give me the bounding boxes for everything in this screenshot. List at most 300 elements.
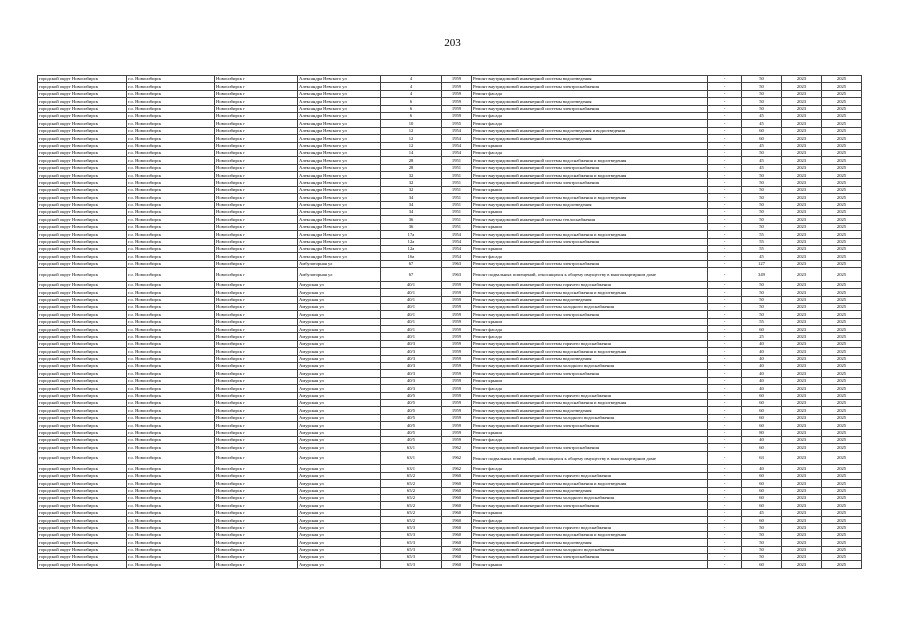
cell-locality: Новосибирск г	[215, 326, 298, 333]
cell-street: Амурская ул	[298, 385, 381, 392]
cell-street: Александра Невского ул	[298, 142, 381, 149]
cell-work: Ремонт внутридомовой инженерной системы водоснабжения и водоотведения	[472, 194, 708, 201]
cell-year_to: 2025	[822, 201, 862, 208]
cell-municipality: городской округ Новосибирск	[38, 392, 127, 399]
cell-city: г.о. Новосибирск	[127, 194, 215, 201]
cell-area: -	[708, 524, 742, 531]
table-row	[38, 539, 862, 546]
cell-municipality: городской округ Новосибирск	[38, 429, 127, 436]
cell-city: г.о. Новосибирск	[127, 355, 215, 362]
cell-locality: Новосибирск г	[215, 289, 298, 296]
cell-municipality: городской округ Новосибирск	[38, 355, 127, 362]
cell-year_to: 2025	[822, 253, 862, 260]
cell-volume: 60	[742, 392, 782, 399]
cell-city: г.о. Новосибирск	[127, 216, 215, 223]
cell-municipality: городской округ Новосибирск	[38, 340, 127, 347]
cell-city: г.о. Новосибирск	[127, 135, 215, 142]
table-row	[38, 494, 862, 501]
cell-city: г.о. Новосибирск	[127, 480, 215, 487]
table-row	[38, 238, 862, 245]
cell-street: Александра Невского ул	[298, 76, 381, 83]
cell-year_from: 2023	[782, 179, 822, 186]
table-row	[38, 414, 862, 421]
cell-work: Ремонт внутридомовой инженерной системы горячего водоснабжения	[472, 281, 708, 288]
cell-volume: 60	[742, 472, 782, 479]
cell-year: 1951	[442, 216, 472, 223]
cell-work: Ремонт внутридомовой инженерной системы электроснабжения	[472, 105, 708, 112]
cell-municipality: городской округ Новосибирск	[38, 238, 127, 245]
cell-municipality: городской округ Новосибирск	[38, 385, 127, 392]
table-row	[38, 164, 862, 171]
table-row	[38, 172, 862, 179]
cell-area: -	[708, 333, 742, 340]
cell-volume: 55	[742, 318, 782, 325]
cell-municipality: городской округ Новосибирск	[38, 105, 127, 112]
cell-volume: 40	[742, 370, 782, 377]
cell-municipality: городской округ Новосибирск	[38, 370, 127, 377]
cell-year: 1960	[442, 509, 472, 516]
cell-work: Ремонт внутридомовой инженерной системы водоотведения	[472, 407, 708, 414]
cell-locality: Новосибирск г	[215, 296, 298, 303]
cell-city: г.о. Новосибирск	[127, 539, 215, 546]
cell-street: Александра Невского ул	[298, 253, 381, 260]
cell-municipality: городской округ Новосибирск	[38, 245, 127, 252]
table-row	[38, 429, 862, 436]
cell-city: г.о. Новосибирск	[127, 201, 215, 208]
cell-street: Амурская ул	[298, 451, 381, 465]
cell-year_to: 2025	[822, 238, 862, 245]
cell-city: г.о. Новосибирск	[127, 531, 215, 538]
cell-municipality: городской округ Новосибирск	[38, 142, 127, 149]
cell-locality: Новосибирск г	[215, 245, 298, 252]
cell-house: 65/2	[381, 472, 442, 479]
cell-street: Амурская ул	[298, 296, 381, 303]
table-row	[38, 487, 862, 494]
cell-area: -	[708, 318, 742, 325]
cell-area: -	[708, 311, 742, 318]
cell-municipality: городской округ Новосибирск	[38, 172, 127, 179]
cell-area: -	[708, 127, 742, 134]
cell-volume: 50	[742, 179, 782, 186]
cell-municipality: городской округ Новосибирск	[38, 201, 127, 208]
cell-year: 1959	[442, 289, 472, 296]
cell-volume: 50	[742, 311, 782, 318]
cell-municipality: городской округ Новосибирск	[38, 407, 127, 414]
table-row	[38, 340, 862, 347]
cell-city: г.о. Новосибирск	[127, 164, 215, 171]
cell-street: Александра Невского ул	[298, 105, 381, 112]
cell-locality: Новосибирск г	[215, 231, 298, 238]
table-row	[38, 260, 862, 267]
cell-street: Александра Невского ул	[298, 90, 381, 97]
cell-volume: 50	[742, 223, 782, 230]
cell-municipality: городской округ Новосибирск	[38, 231, 127, 238]
table-row	[38, 436, 862, 443]
cell-year: 1963	[442, 268, 472, 282]
cell-year_to: 2025	[822, 127, 862, 134]
cell-year_from: 2023	[782, 326, 822, 333]
cell-volume: 60	[742, 407, 782, 414]
cell-house: 32	[381, 186, 442, 193]
cell-house: 40/3	[381, 355, 442, 362]
cell-area: -	[708, 326, 742, 333]
table-row	[38, 142, 862, 149]
cell-work: Ремонт внутридомовой инженерной системы водоснабжения и водоотведения	[472, 480, 708, 487]
cell-street: Амурская ул	[298, 509, 381, 516]
cell-year_to: 2025	[822, 502, 862, 509]
cell-area: -	[708, 281, 742, 288]
cell-house: 4	[381, 90, 442, 97]
cell-locality: Новосибирск г	[215, 238, 298, 245]
cell-year: 1951	[442, 186, 472, 193]
cell-year: 1954	[442, 231, 472, 238]
cell-year_from: 2023	[782, 149, 822, 156]
cell-locality: Новосибирск г	[215, 194, 298, 201]
cell-city: г.о. Новосибирск	[127, 465, 215, 472]
cell-volume: 50	[742, 105, 782, 112]
cell-year_from: 2023	[782, 268, 822, 282]
cell-year_from: 2023	[782, 377, 822, 384]
cell-city: г.о. Новосибирск	[127, 561, 215, 568]
cell-locality: Новосибирск г	[215, 465, 298, 472]
cell-locality: Новосибирск г	[215, 355, 298, 362]
cell-year: 1959	[442, 318, 472, 325]
cell-volume: 60	[742, 444, 782, 451]
cell-volume: 40	[742, 377, 782, 384]
cell-house: 63/1	[381, 451, 442, 465]
cell-municipality: городской округ Новосибирск	[38, 98, 127, 105]
cell-municipality: городской округ Новосибирск	[38, 90, 127, 97]
cell-year_from: 2023	[782, 546, 822, 553]
cell-street: Амурская ул	[298, 363, 381, 370]
cell-year: 1959	[442, 340, 472, 347]
cell-street: Амурская ул	[298, 436, 381, 443]
cell-house: 40/1	[381, 318, 442, 325]
cell-house: 34	[381, 201, 442, 208]
cell-volume: 60	[742, 422, 782, 429]
cell-house: 40/1	[381, 289, 442, 296]
cell-year: 1959	[442, 363, 472, 370]
cell-house: 65/3	[381, 546, 442, 553]
table-row	[38, 179, 862, 186]
cell-year: 1959	[442, 281, 472, 288]
cell-work: Ремонт внутридомовой инженерной системы электроснабжения	[472, 444, 708, 451]
cell-city: г.о. Новосибирск	[127, 179, 215, 186]
cell-work: Ремонт фасада	[472, 436, 708, 443]
cell-volume: 45	[742, 509, 782, 516]
cell-year_from: 2023	[782, 90, 822, 97]
cell-municipality: городской округ Новосибирск	[38, 531, 127, 538]
cell-year: 1959	[442, 429, 472, 436]
cell-year_from: 2023	[782, 348, 822, 355]
cell-area: -	[708, 83, 742, 90]
cell-area: -	[708, 561, 742, 568]
cell-street: Амурская ул	[298, 517, 381, 524]
cell-work: Ремонт фасада	[472, 149, 708, 156]
cell-year: 1951	[442, 179, 472, 186]
cell-municipality: городской округ Новосибирск	[38, 400, 127, 407]
cell-house: 6	[381, 112, 442, 119]
cell-area: -	[708, 76, 742, 83]
cell-locality: Новосибирск г	[215, 127, 298, 134]
cell-house: 40/5	[381, 407, 442, 414]
cell-year: 1959	[442, 392, 472, 399]
cell-street: Александра Невского ул	[298, 127, 381, 134]
cell-volume: 60	[742, 561, 782, 568]
cell-year: 1960	[442, 494, 472, 501]
cell-year_to: 2025	[822, 296, 862, 303]
cell-year_to: 2025	[822, 429, 862, 436]
cell-street: Амурская ул	[298, 340, 381, 347]
cell-work: Ремонт внутридомовой инженерной системы холодного водоснабжения	[472, 303, 708, 310]
cell-volume: 50	[742, 524, 782, 531]
table-body	[38, 76, 862, 569]
cell-year_from: 2023	[782, 502, 822, 509]
table-row	[38, 392, 862, 399]
cell-year: 1954	[442, 238, 472, 245]
cell-locality: Новосибирск г	[215, 502, 298, 509]
cell-volume: 40	[742, 436, 782, 443]
cell-locality: Новосибирск г	[215, 260, 298, 267]
cell-year_from: 2023	[782, 414, 822, 421]
cell-year_to: 2025	[822, 281, 862, 288]
cell-volume: 50	[742, 186, 782, 193]
cell-work: Ремонт крыши	[472, 429, 708, 436]
cell-city: г.о. Новосибирск	[127, 472, 215, 479]
cell-year: 1959	[442, 90, 472, 97]
cell-year_from: 2023	[782, 444, 822, 451]
cell-year: 1960	[442, 554, 472, 561]
cell-locality: Новосибирск г	[215, 546, 298, 553]
cell-locality: Новосибирск г	[215, 539, 298, 546]
cell-volume: 50	[742, 531, 782, 538]
cell-locality: Новосибирск г	[215, 524, 298, 531]
cell-work: Ремонт внутридомовой инженерной системы водоснабжения и водоотведения	[472, 172, 708, 179]
cell-street: Амурская ул	[298, 465, 381, 472]
cell-area: -	[708, 436, 742, 443]
cell-year: 1960	[442, 517, 472, 524]
table-row	[38, 400, 862, 407]
cell-city: г.о. Новосибирск	[127, 172, 215, 179]
table-row	[38, 363, 862, 370]
cell-area: -	[708, 245, 742, 252]
cell-street: Александра Невского ул	[298, 186, 381, 193]
cell-area: -	[708, 340, 742, 347]
cell-year_to: 2025	[822, 223, 862, 230]
table-row	[38, 509, 862, 516]
cell-year_to: 2025	[822, 289, 862, 296]
table-row	[38, 531, 862, 538]
cell-municipality: городской округ Новосибирск	[38, 83, 127, 90]
cell-year_from: 2023	[782, 231, 822, 238]
cell-work: Ремонт внутридомовой инженерной системы водоотведения	[472, 296, 708, 303]
cell-year: 1955	[442, 120, 472, 127]
cell-area: -	[708, 296, 742, 303]
cell-year_to: 2025	[822, 494, 862, 501]
cell-volume: 45	[742, 253, 782, 260]
cell-year_from: 2023	[782, 83, 822, 90]
cell-city: г.о. Новосибирск	[127, 333, 215, 340]
cell-volume: 60	[742, 480, 782, 487]
cell-year_to: 2025	[822, 487, 862, 494]
table-row	[38, 127, 862, 134]
cell-city: г.о. Новосибирск	[127, 289, 215, 296]
cell-city: г.о. Новосибирск	[127, 429, 215, 436]
cell-year_to: 2025	[822, 400, 862, 407]
cell-work: Ремонт внутридомовой инженерной системы водоснабжения и водоотведения	[472, 348, 708, 355]
cell-volume: 40	[742, 385, 782, 392]
cell-city: г.о. Новосибирск	[127, 281, 215, 288]
cell-city: г.о. Новосибирск	[127, 524, 215, 531]
cell-year: 1959	[442, 414, 472, 421]
cell-locality: Новосибирск г	[215, 333, 298, 340]
cell-street: Амурская ул	[298, 539, 381, 546]
cell-area: -	[708, 90, 742, 97]
table-row	[38, 480, 862, 487]
cell-volume: 50	[742, 554, 782, 561]
cell-city: г.о. Новосибирск	[127, 407, 215, 414]
cell-house: 40/3	[381, 348, 442, 355]
cell-year_from: 2023	[782, 142, 822, 149]
cell-locality: Новосибирск г	[215, 268, 298, 282]
cell-locality: Новосибирск г	[215, 348, 298, 355]
cell-street: Александра Невского ул	[298, 149, 381, 156]
cell-municipality: городской округ Новосибирск	[38, 377, 127, 384]
cell-year: 1959	[442, 112, 472, 119]
cell-area: -	[708, 268, 742, 282]
cell-year: 1954	[442, 253, 472, 260]
cell-work: Ремонт крыши	[472, 561, 708, 568]
table-row	[38, 377, 862, 384]
cell-city: г.о. Новосибирск	[127, 348, 215, 355]
cell-area: -	[708, 472, 742, 479]
cell-locality: Новосибирск г	[215, 414, 298, 421]
cell-municipality: городской округ Новосибирск	[38, 303, 127, 310]
cell-area: -	[708, 487, 742, 494]
cell-area: -	[708, 194, 742, 201]
cell-work: Ремонт внутридомовой инженерной системы горячего водоснабжения	[472, 524, 708, 531]
table-row	[38, 253, 862, 260]
cell-volume: 55	[742, 245, 782, 252]
cell-city: г.о. Новосибирск	[127, 546, 215, 553]
cell-work: Ремонт внутридомовой инженерной системы электроснабжения	[472, 238, 708, 245]
cell-area: -	[708, 216, 742, 223]
cell-locality: Новосибирск г	[215, 363, 298, 370]
cell-area: -	[708, 502, 742, 509]
cell-work: Ремонт фасада	[472, 385, 708, 392]
cell-city: г.о. Новосибирск	[127, 363, 215, 370]
cell-work: Ремонт фасада	[472, 333, 708, 340]
cell-year_from: 2023	[782, 105, 822, 112]
cell-street: Амурская ул	[298, 311, 381, 318]
cell-year_from: 2023	[782, 172, 822, 179]
cell-street: Амурская ул	[298, 502, 381, 509]
cell-house: 65/3	[381, 524, 442, 531]
cell-work: Ремонт внутридомовой инженерной системы водоотведения	[472, 201, 708, 208]
cell-work: Ремонт фасада	[472, 517, 708, 524]
cell-municipality: городской округ Новосибирск	[38, 194, 127, 201]
cell-work: Ремонт внутридомовой инженерной системы водоотведения	[472, 98, 708, 105]
cell-city: г.о. Новосибирск	[127, 120, 215, 127]
cell-volume: 45	[742, 120, 782, 127]
cell-year_from: 2023	[782, 392, 822, 399]
cell-work: Ремонт подвальных помещений, относящихся к общему имуществу в многоквартирном доме	[472, 451, 708, 465]
cell-volume: 40	[742, 348, 782, 355]
cell-year_from: 2023	[782, 289, 822, 296]
cell-year_from: 2023	[782, 76, 822, 83]
cell-volume: 60	[742, 487, 782, 494]
cell-city: г.о. Новосибирск	[127, 260, 215, 267]
cell-year: 1959	[442, 377, 472, 384]
table-row	[38, 90, 862, 97]
cell-street: Александра Невского ул	[298, 98, 381, 105]
cell-year_to: 2025	[822, 318, 862, 325]
cell-area: -	[708, 253, 742, 260]
cell-year_to: 2025	[822, 472, 862, 479]
cell-street: Амбулаторная ул	[298, 260, 381, 267]
cell-year: 1960	[442, 480, 472, 487]
cell-work: Ремонт внутридомовой инженерной системы электроснабжения	[472, 422, 708, 429]
cell-year_to: 2025	[822, 245, 862, 252]
cell-work: Ремонт внутридомовой инженерной системы электроснабжения	[472, 83, 708, 90]
cell-street: Амурская ул	[298, 422, 381, 429]
cell-street: Амурская ул	[298, 554, 381, 561]
cell-house: 65/2	[381, 494, 442, 501]
table-row	[38, 303, 862, 310]
cell-year_to: 2025	[822, 186, 862, 193]
cell-year_to: 2025	[822, 355, 862, 362]
cell-work: Ремонт фасада	[472, 112, 708, 119]
cell-locality: Новосибирск г	[215, 76, 298, 83]
cell-year_to: 2025	[822, 142, 862, 149]
cell-house: 32	[381, 172, 442, 179]
cell-work: Ремонт внутридомовой инженерной системы электроснабжения	[472, 179, 708, 186]
table-row	[38, 422, 862, 429]
cell-house: 40/1	[381, 303, 442, 310]
cell-year_to: 2025	[822, 422, 862, 429]
cell-street: Амурская ул	[298, 561, 381, 568]
cell-city: г.о. Новосибирск	[127, 340, 215, 347]
table-row	[38, 318, 862, 325]
cell-house: 32	[381, 179, 442, 186]
cell-volume: 55	[742, 238, 782, 245]
cell-work: Ремонт крыши	[472, 209, 708, 216]
table-row	[38, 135, 862, 142]
cell-city: г.о. Новосибирск	[127, 296, 215, 303]
cell-city: г.о. Новосибирск	[127, 83, 215, 90]
cell-area: -	[708, 531, 742, 538]
cell-year: 1959	[442, 76, 472, 83]
cell-year_from: 2023	[782, 281, 822, 288]
cell-municipality: городской округ Новосибирск	[38, 414, 127, 421]
cell-work: Ремонт внутридомовой инженерной системы водоснабжения и водоотведения	[472, 289, 708, 296]
cell-area: -	[708, 370, 742, 377]
cell-work: Ремонт внутридомовой инженерной системы горячего водоснабжения	[472, 472, 708, 479]
cell-area: -	[708, 377, 742, 384]
cell-year_to: 2025	[822, 209, 862, 216]
cell-year_to: 2025	[822, 517, 862, 524]
cell-house: 16а	[381, 253, 442, 260]
cell-year_from: 2023	[782, 164, 822, 171]
cell-year_to: 2025	[822, 414, 862, 421]
cell-volume: 60	[742, 517, 782, 524]
cell-volume: 50	[742, 98, 782, 105]
cell-city: г.о. Новосибирск	[127, 318, 215, 325]
cell-city: г.о. Новосибирск	[127, 142, 215, 149]
cell-city: г.о. Новосибирск	[127, 326, 215, 333]
cell-locality: Новосибирск г	[215, 429, 298, 436]
cell-street: Александра Невского ул	[298, 238, 381, 245]
